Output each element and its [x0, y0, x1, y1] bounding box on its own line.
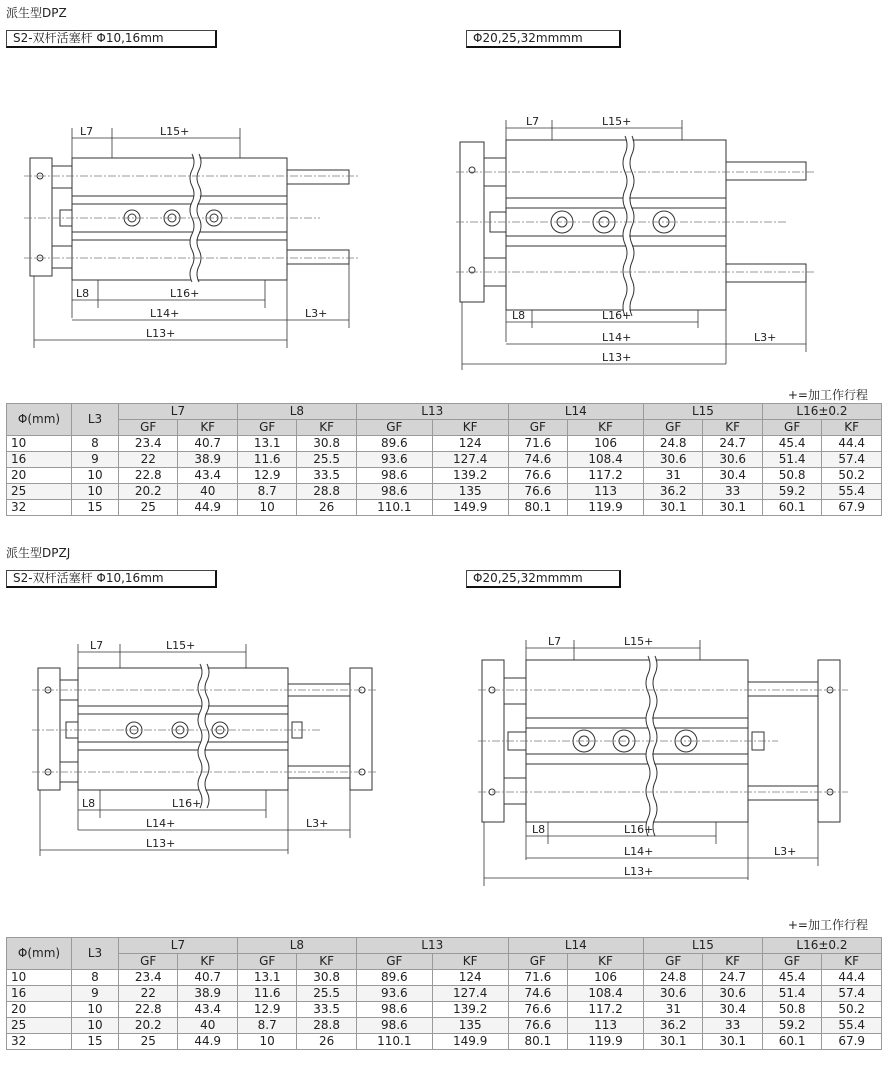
- table-cell: 108.4: [568, 452, 644, 468]
- label-l8: L8: [82, 797, 96, 810]
- label-l14: L14+: [624, 845, 654, 858]
- table-body: [7, 436, 882, 516]
- table-cell: 139.2: [432, 468, 508, 484]
- table-cell: 67.9: [822, 500, 882, 516]
- col-gf: GF: [119, 954, 178, 970]
- table-cell: 36.2: [643, 1018, 702, 1034]
- table-cell: 50.2: [822, 1002, 882, 1018]
- table-cell: 40: [178, 1018, 237, 1034]
- table-cell: 110.1: [356, 1034, 432, 1050]
- table-cell: 71.6: [508, 436, 567, 452]
- col-kf: KF: [178, 420, 237, 436]
- table-cell: 9: [72, 986, 119, 1002]
- table-row: [7, 500, 882, 516]
- table-row: [7, 1002, 882, 1018]
- dimension-table: [6, 937, 882, 1050]
- table-cell: 26: [297, 500, 356, 516]
- table-cell: 117.2: [568, 1002, 644, 1018]
- cylinder-drawing-small-bore: [20, 118, 370, 358]
- table-cell: 30.1: [703, 500, 762, 516]
- table-cell: 11.6: [237, 986, 296, 1002]
- table-cell: 28.8: [297, 484, 356, 500]
- label-l13: L13+: [146, 837, 176, 850]
- table-cell: 13.1: [237, 436, 296, 452]
- table-cell: 24.8: [643, 436, 702, 452]
- col-kf: KF: [568, 954, 644, 970]
- table-cell: 60.1: [762, 500, 821, 516]
- col-gf: GF: [643, 420, 702, 436]
- table-cell: 59.2: [762, 1018, 821, 1034]
- table-cell: 28.8: [297, 1018, 356, 1034]
- col-gf: GF: [762, 954, 821, 970]
- table-cell: 51.4: [762, 986, 821, 1002]
- col-kf: KF: [703, 954, 762, 970]
- label-l15: L15+: [160, 125, 190, 138]
- stroke-note: +=加工作行程: [787, 918, 868, 932]
- table-cell: 25.5: [297, 452, 356, 468]
- col-kf: KF: [703, 420, 762, 436]
- spec-label-small-bore: S2-双杆活塞杆 Φ10,16mm: [6, 30, 217, 48]
- table-cell: 15: [72, 500, 119, 516]
- table-cell: 25: [119, 500, 178, 516]
- table-cell: 43.4: [178, 1002, 237, 1018]
- table-cell: 10: [72, 1018, 119, 1034]
- table-cell: 38.9: [178, 452, 237, 468]
- cylinder-drawing-large-bore: [478, 630, 858, 890]
- col-group-l13: L13: [356, 404, 508, 420]
- table-cell: 30.6: [703, 986, 762, 1002]
- table-row: [7, 986, 882, 1002]
- table-cell: 74.6: [508, 452, 567, 468]
- table-cell: 51.4: [762, 452, 821, 468]
- table-row: [7, 468, 882, 484]
- label-l7: L7: [90, 639, 104, 652]
- table-cell: 93.6: [356, 452, 432, 468]
- table-cell: 38.9: [178, 986, 237, 1002]
- col-phi: Φ(mm): [7, 938, 72, 970]
- table-cell: 93.6: [356, 986, 432, 1002]
- table-cell: 106: [568, 970, 644, 986]
- label-l14: L14+: [146, 817, 176, 830]
- table-cell: 71.6: [508, 970, 567, 986]
- spec-label-large-bore: Φ20,25,32mmmm: [466, 570, 621, 588]
- label-l7: L7: [80, 125, 94, 138]
- table-cell: 12.9: [237, 468, 296, 484]
- label-l16: L16+: [170, 287, 200, 300]
- table-cell: 11.6: [237, 452, 296, 468]
- table-cell: 57.4: [822, 986, 882, 1002]
- table-cell: 149.9: [432, 500, 508, 516]
- table-cell: 10: [237, 1034, 296, 1050]
- cell-bore: 10: [7, 970, 72, 986]
- table-cell: 25.5: [297, 986, 356, 1002]
- table-cell: 30.8: [297, 436, 356, 452]
- table-cell: 45.4: [762, 970, 821, 986]
- col-l3: L3: [72, 404, 119, 436]
- table-cell: 10: [72, 468, 119, 484]
- table-row: [7, 970, 882, 986]
- label-l3: L3+: [305, 307, 328, 320]
- table-cell: 124: [432, 436, 508, 452]
- col-kf: KF: [432, 954, 508, 970]
- table-cell: 124: [432, 970, 508, 986]
- label-l3: L3+: [306, 817, 329, 830]
- table-cell: 33.5: [297, 468, 356, 484]
- table-cell: 44.9: [178, 500, 237, 516]
- table-cell: 24.7: [703, 436, 762, 452]
- table-cell: 43.4: [178, 468, 237, 484]
- cell-bore: 10: [7, 436, 72, 452]
- cell-bore: 25: [7, 1018, 72, 1034]
- table-cell: 22: [119, 986, 178, 1002]
- label-l13: L13+: [602, 351, 632, 364]
- col-kf: KF: [297, 420, 356, 436]
- cell-bore: 25: [7, 484, 72, 500]
- table-cell: 67.9: [822, 1034, 882, 1050]
- label-l8: L8: [532, 823, 546, 836]
- table-cell: 74.6: [508, 986, 567, 1002]
- table-cell: 135: [432, 1018, 508, 1034]
- table-row: [7, 452, 882, 468]
- table-cell: 24.8: [643, 970, 702, 986]
- table-cell: 119.9: [568, 1034, 644, 1050]
- table-cell: 80.1: [508, 500, 567, 516]
- label-l7: L7: [548, 635, 562, 648]
- col-gf: GF: [762, 420, 821, 436]
- table-cell: 98.6: [356, 484, 432, 500]
- table-cell: 33: [703, 1018, 762, 1034]
- col-gf: GF: [508, 954, 567, 970]
- label-l8: L8: [512, 309, 526, 322]
- table-cell: 119.9: [568, 500, 644, 516]
- table-cell: 8: [72, 970, 119, 986]
- table-cell: 8.7: [237, 1018, 296, 1034]
- section-title: 派生型DPZ: [6, 6, 67, 20]
- table-cell: 50.8: [762, 1002, 821, 1018]
- table-cell: 36.2: [643, 484, 702, 500]
- table-cell: 149.9: [432, 1034, 508, 1050]
- table-cell: 31: [643, 1002, 702, 1018]
- col-phi: Φ(mm): [7, 404, 72, 436]
- col-l3: L3: [72, 938, 119, 970]
- col-group-l8: L8: [237, 404, 356, 420]
- table-cell: 22.8: [119, 1002, 178, 1018]
- table-cell: 59.2: [762, 484, 821, 500]
- table-cell: 127.4: [432, 452, 508, 468]
- col-gf: GF: [356, 954, 432, 970]
- section-title: 派生型DPZJ: [6, 546, 71, 560]
- table-cell: 80.1: [508, 1034, 567, 1050]
- col-group-l14: L14: [508, 404, 643, 420]
- table-cell: 50.2: [822, 468, 882, 484]
- table-row: [7, 1018, 882, 1034]
- table-cell: 9: [72, 452, 119, 468]
- col-kf: KF: [822, 420, 882, 436]
- table-cell: 89.6: [356, 436, 432, 452]
- table-cell: 108.4: [568, 986, 644, 1002]
- label-l3: L3+: [754, 331, 777, 344]
- col-group-l7: L7: [119, 404, 238, 420]
- table-cell: 20.2: [119, 1018, 178, 1034]
- spec-label-small-bore: S2-双杆活塞杆 Φ10,16mm: [6, 570, 217, 588]
- cylinder-drawing-small-bore: [30, 634, 380, 860]
- label-l14: L14+: [150, 307, 180, 320]
- table-cell: 30.4: [703, 1002, 762, 1018]
- col-kf: KF: [297, 954, 356, 970]
- cell-bore: 16: [7, 452, 72, 468]
- table-cell: 76.6: [508, 1018, 567, 1034]
- section-dpzj: [0, 540, 888, 1077]
- table-cell: 33: [703, 484, 762, 500]
- table-cell: 30.1: [643, 500, 702, 516]
- col-gf: GF: [119, 420, 178, 436]
- table-cell: 10: [72, 484, 119, 500]
- table-cell: 55.4: [822, 484, 882, 500]
- table-cell: 117.2: [568, 468, 644, 484]
- col-kf: KF: [432, 420, 508, 436]
- spec-label-large-bore: Φ20,25,32mmmm: [466, 30, 621, 48]
- table-cell: 30.6: [643, 452, 702, 468]
- table-cell: 30.4: [703, 468, 762, 484]
- cell-bore: 20: [7, 468, 72, 484]
- col-group-l13: L13: [356, 938, 508, 954]
- col-group-l15: L15: [643, 938, 762, 954]
- label-l3: L3+: [774, 845, 797, 858]
- table-cell: 76.6: [508, 1002, 567, 1018]
- table-body: [7, 970, 882, 1050]
- table-cell: 31: [643, 468, 702, 484]
- label-l13: L13+: [624, 865, 654, 878]
- col-group-l7: L7: [119, 938, 238, 954]
- label-l8: L8: [76, 287, 90, 300]
- table-cell: 44.4: [822, 436, 882, 452]
- table-cell: 40.7: [178, 436, 237, 452]
- table-cell: 26: [297, 1034, 356, 1050]
- cell-bore: 16: [7, 986, 72, 1002]
- table-cell: 89.6: [356, 970, 432, 986]
- table-cell: 135: [432, 484, 508, 500]
- label-l15: L15+: [624, 635, 654, 648]
- table-cell: 45.4: [762, 436, 821, 452]
- table-cell: 110.1: [356, 500, 432, 516]
- dimension-table: [6, 403, 882, 516]
- label-l16: L16+: [624, 823, 654, 836]
- table-cell: 106: [568, 436, 644, 452]
- cylinder-drawing-large-bore: [456, 112, 826, 372]
- table-cell: 60.1: [762, 1034, 821, 1050]
- table-cell: 20.2: [119, 484, 178, 500]
- table-cell: 22.8: [119, 468, 178, 484]
- table-cell: 98.6: [356, 468, 432, 484]
- table-cell: 76.6: [508, 484, 567, 500]
- table-cell: 22: [119, 452, 178, 468]
- table-cell: 50.8: [762, 468, 821, 484]
- table-cell: 25: [119, 1034, 178, 1050]
- table-cell: 76.6: [508, 468, 567, 484]
- col-group-l16: L16±0.2: [762, 938, 881, 954]
- col-gf: GF: [237, 420, 296, 436]
- col-kf: KF: [178, 954, 237, 970]
- table-cell: 113: [568, 484, 644, 500]
- col-gf: GF: [356, 420, 432, 436]
- table-cell: 23.4: [119, 436, 178, 452]
- col-group-l15: L15: [643, 404, 762, 420]
- table-cell: 44.9: [178, 1034, 237, 1050]
- table-cell: 30.6: [703, 452, 762, 468]
- label-l14: L14+: [602, 331, 632, 344]
- table-cell: 127.4: [432, 986, 508, 1002]
- col-group-l14: L14: [508, 938, 643, 954]
- table-cell: 139.2: [432, 1002, 508, 1018]
- table-cell: 8: [72, 436, 119, 452]
- table-cell: 98.6: [356, 1002, 432, 1018]
- label-l7: L7: [526, 115, 540, 128]
- table-cell: 44.4: [822, 970, 882, 986]
- table-cell: 15: [72, 1034, 119, 1050]
- table-cell: 30.1: [703, 1034, 762, 1050]
- stroke-note: +=加工作行程: [787, 388, 868, 402]
- table-cell: 30.6: [643, 986, 702, 1002]
- table-cell: 24.7: [703, 970, 762, 986]
- table-cell: 113: [568, 1018, 644, 1034]
- table-cell: 40.7: [178, 970, 237, 986]
- col-gf: GF: [237, 954, 296, 970]
- table-cell: 30.1: [643, 1034, 702, 1050]
- label-l15: L15+: [166, 639, 196, 652]
- label-l13: L13+: [146, 327, 176, 340]
- cell-bore: 32: [7, 1034, 72, 1050]
- col-kf: KF: [568, 420, 644, 436]
- col-gf: GF: [643, 954, 702, 970]
- col-group-l16: L16±0.2: [762, 404, 881, 420]
- table-row: [7, 1034, 882, 1050]
- label-l15: L15+: [602, 115, 632, 128]
- table-cell: 40: [178, 484, 237, 500]
- cell-bore: 32: [7, 500, 72, 516]
- table-cell: 10: [72, 1002, 119, 1018]
- table-cell: 12.9: [237, 1002, 296, 1018]
- label-l16: L16+: [602, 309, 632, 322]
- table-cell: 10: [237, 500, 296, 516]
- table-cell: 23.4: [119, 970, 178, 986]
- label-l16: L16+: [172, 797, 202, 810]
- table-cell: 8.7: [237, 484, 296, 500]
- col-gf: GF: [508, 420, 567, 436]
- col-group-l8: L8: [237, 938, 356, 954]
- table-cell: 30.8: [297, 970, 356, 986]
- table-cell: 33.5: [297, 1002, 356, 1018]
- table-cell: 57.4: [822, 452, 882, 468]
- col-kf: KF: [822, 954, 882, 970]
- table-cell: 13.1: [237, 970, 296, 986]
- cell-bore: 20: [7, 1002, 72, 1018]
- table-cell: 55.4: [822, 1018, 882, 1034]
- table-row: [7, 436, 882, 452]
- table-row: [7, 484, 882, 500]
- table-cell: 98.6: [356, 1018, 432, 1034]
